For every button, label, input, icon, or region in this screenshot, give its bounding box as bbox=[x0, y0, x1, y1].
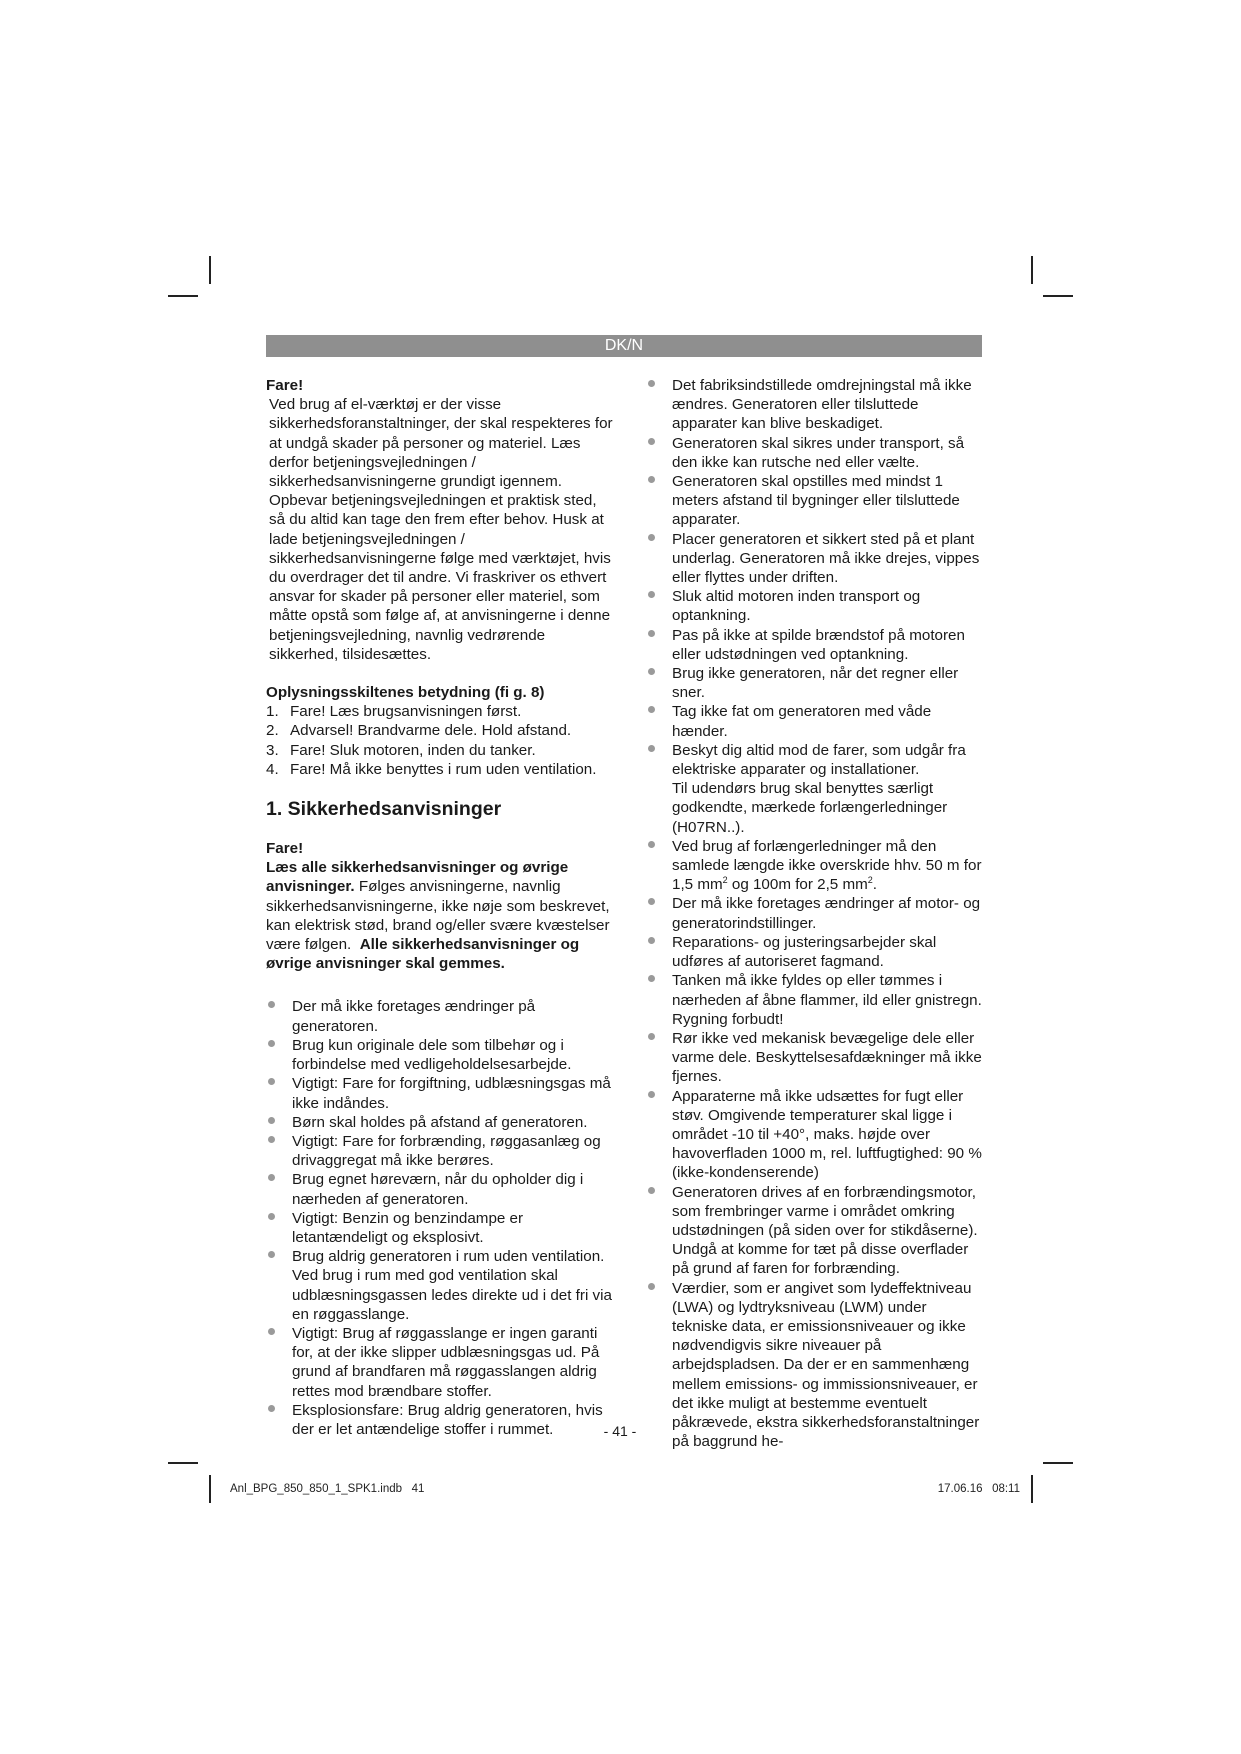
sign-number: 3. bbox=[266, 741, 279, 759]
superscript: 2 bbox=[722, 875, 728, 886]
right-column bbox=[646, 376, 982, 1451]
list-item: Vigtigt: Fare for forgiftning, udblæsningsgas må ikke indåndes. bbox=[266, 1074, 616, 1112]
list-item bbox=[646, 741, 982, 837]
list-item: Brug egnet høreværn, når du opholder dig i nærheden af generatoren. bbox=[266, 1170, 616, 1208]
footer-timestamp: 17.06.16 08:11 bbox=[937, 1483, 1020, 1495]
list-item: Brug ikke generatoren, når det regner eller sner. bbox=[646, 664, 982, 702]
safety-bullet-list bbox=[646, 376, 982, 1451]
safety-bullet-list bbox=[266, 997, 616, 1439]
fare-title: Fare! bbox=[266, 840, 304, 858]
extension-text: Ved brug af forlængerledninger må den samlede længde ikke overskride hhv. 50 m for 1,5 mm bbox=[672, 837, 982, 894]
list-item: Vigtigt: Brug af røggasslange er ingen garanti for, at der ikke slipper udblæsningsgas ud. På grund af brandfaren må røggasslangen aldrig rettes mod brændbare stoffer. bbox=[266, 1324, 616, 1401]
sign-text: Fare! Må ikke benyttes i rum uden ventilation. bbox=[290, 760, 597, 778]
list-item: Vigtigt: Fare for forbrænding, røggasanlæg og drivaggregat må ikke berøres. bbox=[266, 1132, 616, 1170]
sign-text: Fare! Læs brugsanvisningen først. bbox=[290, 703, 522, 721]
crop-mark bbox=[168, 295, 198, 297]
language-header-bar: DK/N bbox=[266, 335, 982, 357]
list-item: Børn skal holdes på afstand af generatoren. bbox=[266, 1113, 616, 1132]
list-item: Der må ikke foretages ændringer på generatoren. bbox=[266, 997, 616, 1035]
list-item: Generatoren skal sikres under transport, så den ikke kan rutsche ned eller vælte. bbox=[646, 434, 982, 472]
sign-number: 2. bbox=[266, 722, 279, 740]
sign-text: Fare! Sluk motoren, inden du tanker. bbox=[290, 741, 536, 759]
list-item: Pas på ikke at spilde brændstof på motoren eller udstødningen ved optankning. bbox=[646, 626, 982, 664]
list-item bbox=[266, 702, 616, 721]
superscript: 2 bbox=[867, 875, 873, 886]
list-item bbox=[266, 760, 616, 779]
list-item: Værdier, som er angivet som lydeffektniveau (LWA) og lydtryksniveau (LWM) under tekniske data, er emissionsniveauer og ikke nødvendigvis sikre niveauer på arbejdspladsen. Da der er en sammenhæng mellem emissions- og immissionsniveauer, er det ikke muligt at bestemme eventuelt påkrævede, ekstra sikkerhedsforanstaltninger på baggrund he- bbox=[646, 1279, 982, 1452]
list-item bbox=[266, 721, 616, 740]
fare-text: Følges anvisningerne, navnlig sikkerhedsanvisningerne, ikke nøje som beskrevet, kan elektrisk stød, brand og/eller svære kvæstelser være følgen. bbox=[266, 878, 610, 954]
list-item: Rør ikke ved mekanisk bevægelige dele eller varme dele. Beskyttelsesafdækninger må ikke fjernes. bbox=[646, 1029, 982, 1087]
list-item: Generatoren drives af en forbrændingsmotor, som frembringer varme i området omkring udstødningen (på siden over for stikdåserne). Undgå at komme for tæt på disse overflader på grund af faren for forbrænding. bbox=[646, 1183, 982, 1279]
section-title: 1. Sikkerhedsanvisninger bbox=[266, 798, 502, 821]
list-item: Brug kun originale dele som tilbehør og i forbindelse med vedligeholdelsesarbejde. bbox=[266, 1036, 616, 1074]
list-item: Tag ikke fat om generatoren med våde hænder. bbox=[646, 702, 982, 740]
list-item: Placer generatoren et sikkert sted på et plant underlag. Generatoren må ikke drejes, vippes eller flyttes under driften. bbox=[646, 530, 982, 588]
list-item: Apparaterne må ikke udsættes for fugt eller støv. Omgivende temperaturer skal ligge i området -10 til +40°, maks. højde over havoverfladen 1000 m, rel. luftfugtighed: 90 % (ikke-kondenserende) bbox=[646, 1087, 982, 1183]
extension-text-end: . bbox=[872, 876, 878, 894]
extension-text-mid: og 100m for 2,5 mm bbox=[727, 876, 868, 894]
list-item: Der må ikke foretages ændringer af motor- og generatorindstillinger. bbox=[646, 894, 982, 932]
list-item: Generatoren skal opstilles med mindst 1 meters afstand til bygninger eller tilsluttede apparater. bbox=[646, 472, 982, 530]
fare-paragraph bbox=[266, 858, 616, 973]
crop-mark bbox=[209, 256, 211, 284]
outdoor-text: Til udendørs brug skal benyttes særligt godkendte, mærkede forlængerledninger (H07RN..). bbox=[672, 780, 948, 836]
list-item bbox=[266, 741, 616, 760]
signs-title: Oplysningsskiltenes betydning (fi g. 8) bbox=[266, 684, 545, 702]
list-item: Vigtigt: Benzin og benzindampe er letantændeligt og eksplosivt. bbox=[266, 1209, 616, 1247]
sign-number: 4. bbox=[266, 760, 279, 778]
list-item: Det fabriksindstillede omdrejningstal må ikke ændres. Generatoren eller tilsluttede apparater kan blive beskadiget. bbox=[646, 376, 982, 434]
crop-mark bbox=[168, 1462, 198, 1464]
fare-bold-keep: Alle sikkerhedsanvisninger og øvrige anvisninger skal gemmes. bbox=[266, 936, 580, 973]
page-number: - 41 - bbox=[603, 1423, 637, 1439]
list-item: Brug aldrig generatoren i rum uden ventilation. Ved brug i rum med god ventilation skal udblæsningsgassen ledes direkte ud i det fri via en røggasslange. bbox=[266, 1247, 616, 1324]
crop-mark bbox=[209, 1475, 211, 1503]
list-item: Reparations- og justeringsarbejder skal udføres af autoriseret fagmand. bbox=[646, 933, 982, 971]
signs-list bbox=[266, 702, 616, 779]
fare-bold-lead: Læs alle sikkerhedsanvisninger og øvrige anvisninger. bbox=[266, 859, 569, 896]
list-item: Eksplosionsfare: Brug aldrig generatoren, hvis der er let antændelige stoffer i rummet. bbox=[266, 1401, 616, 1439]
sign-text: Advarsel! Brandvarme dele. Hold afstand. bbox=[290, 722, 572, 740]
sign-number: 1. bbox=[266, 703, 279, 721]
warning-text: Ved brug af el-værktøj er der visse sikkerhedsforanstaltninger, der skal respekteres for at undgå skader på personer og materiel. Læs derfor betjeningsvejledningen / sikkerhedsanvisningerne grundigt igennem. Opbevar betjeningsvejledningen et praktisk sted, så du altid kan tage den frem efter behov. Husk at lade betjeningsvejledningen / sikkerhedsanvisningerne følge med værktøjet, hvis du overdrager det til andre. Vi fraskriver os ethvert ansvar for skader på personer eller materiel, som måtte opstå som følge af, at anvisningerne i denne betjeningsvejledning, navnlig vedrørende sikkerhed, tilsidesættes. bbox=[269, 396, 613, 663]
crop-mark bbox=[1031, 256, 1033, 284]
list-item bbox=[646, 837, 982, 895]
left-column bbox=[266, 376, 616, 1439]
protect-text: Beskyt dig altid mod de farer, som udgår fra elektriske apparater og installationer. bbox=[672, 741, 966, 779]
list-item: Tanken må ikke fyldes op eller tømmes i nærheden af åbne flammer, ild eller gnistregn. Rygning forbudt! bbox=[646, 971, 982, 1029]
footer-file-name: Anl_BPG_850_850_1_SPK1.indb 41 bbox=[230, 1483, 425, 1495]
crop-mark bbox=[1043, 1462, 1073, 1464]
warning-title: Fare! bbox=[266, 377, 304, 394]
crop-mark bbox=[1043, 295, 1073, 297]
list-item: Sluk altid motoren inden transport og optankning. bbox=[646, 587, 982, 625]
crop-mark bbox=[1031, 1475, 1033, 1503]
